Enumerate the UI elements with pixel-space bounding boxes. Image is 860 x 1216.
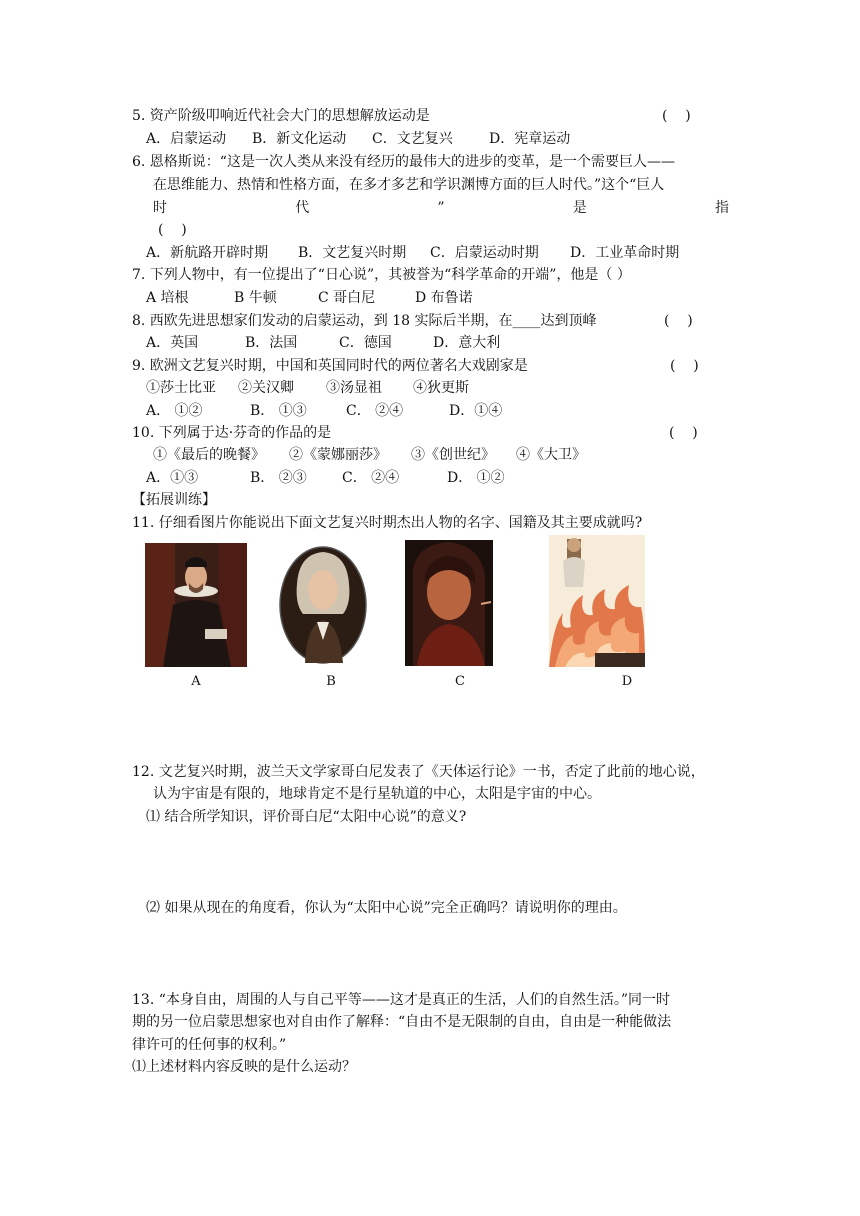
q10-item-4: ④《大卫》 — [516, 447, 586, 463]
portrait-c-illustration — [405, 540, 493, 666]
q5-stem: 5. 资产阶级叩响近代社会大门的思想解放运动是 — [132, 108, 430, 124]
q6-line-1: 6. 恩格斯说：“这是一次人类从来没有经历的最伟大的进步的变革，是一个需要巨人—— — [132, 154, 675, 170]
q10-option-a[interactable]: A．①③ — [146, 470, 199, 486]
q5-answer-paren[interactable]: ( ) — [662, 108, 691, 124]
q9-item-1: ①莎士比亚 — [146, 380, 216, 396]
q13-sub-question-1: ⑴上述材料内容反映的是什么运动？ — [132, 1059, 356, 1075]
q6-line-3 — [153, 199, 729, 217]
q6-option-b[interactable]: B．文艺复兴时期 — [298, 245, 407, 261]
q9-option-c[interactable]: C． ②④ — [346, 403, 404, 419]
portrait-c-image — [405, 540, 493, 666]
portrait-b-illustration — [277, 544, 369, 666]
q10-option-c[interactable]: C． ②④ — [342, 470, 400, 486]
portrait-a-illustration — [145, 543, 247, 667]
scene-d-image — [549, 535, 645, 667]
q9-item-4: ④狄更斯 — [413, 380, 469, 396]
q10-items — [153, 446, 586, 464]
q6-word-4: 是 — [572, 200, 587, 216]
q12-sub-question-1: ⑴ 结合所学知识，评价哥白尼“太阳中心说”的意义? — [146, 809, 467, 825]
q8-option-d[interactable]: D．意大利 — [433, 335, 501, 351]
q6-word-3: ” — [437, 200, 445, 216]
q6-word-5: 指 — [714, 200, 729, 216]
q12-sub-question-2: ⑵ 如果从现在的角度看，你认为“太阳中心说”完全正确吗？请说明你的理由。 — [146, 900, 627, 916]
q7-options — [146, 289, 473, 307]
q13-line-2: 期的另一位启蒙思想家也对自由作了解释：“自由不是无限制的自由，自由是一种能做法 — [132, 1014, 672, 1030]
q9-option-d[interactable]: D．①④ — [449, 403, 503, 419]
q8-option-b[interactable]: B．法国 — [245, 335, 298, 351]
q9-item-3: ③汤显祖 — [326, 380, 382, 396]
q5-option-c[interactable]: C．文艺复兴 — [372, 131, 453, 147]
q6-answer-paren[interactable]: ( ) — [158, 222, 187, 238]
q10-item-2: ②《蒙娜丽莎》 — [289, 447, 387, 463]
q12-line-2: 认为宇宙是有限的，地球肯定不是行星轨道的中心，太阳是宇宙的中心。 — [153, 786, 601, 802]
q9-answer-paren[interactable]: ( ) — [670, 358, 699, 374]
q10-option-b[interactable]: B． ②③ — [250, 470, 307, 486]
portrait-a-image — [145, 543, 247, 667]
caption-b: B — [326, 674, 336, 689]
q8-stem: 8. 西欧先进思想家们发动的启蒙运动，到 18 实际后半期，在____达到顶峰 — [132, 313, 597, 329]
q8-options — [146, 334, 500, 352]
q10-option-d[interactable]: D． ①② — [447, 470, 505, 486]
q5-option-b[interactable]: B．新文化运动 — [252, 131, 347, 147]
q13-line-3: 律许可的任何事的权利。” — [132, 1037, 287, 1053]
q7-option-d[interactable]: D 布鲁诺 — [415, 290, 473, 306]
q6-option-d[interactable]: D．工业革命时期 — [570, 245, 680, 261]
q10-item-1: ①《最后的晚餐》 — [153, 447, 265, 463]
q7-option-b[interactable]: B 牛顿 — [234, 290, 277, 306]
q7-option-a[interactable]: A 培根 — [146, 290, 189, 306]
scene-d-illustration — [549, 535, 645, 667]
q6-options — [146, 244, 679, 262]
q6-option-a[interactable]: A．新航路开辟时期 — [146, 245, 269, 261]
q13-line-1: 13. “本身自由，周围的人与自己平等——这才是真正的生活，人们的自然生活。”同一时 — [132, 992, 671, 1008]
caption-a: A — [191, 674, 201, 689]
q10-answer-paren[interactable]: ( ) — [669, 425, 698, 441]
q10-stem: 10. 下列属于达·芬奇的作品的是 — [132, 425, 332, 441]
q5-option-d[interactable]: D．宪章运动 — [489, 131, 571, 147]
q6-word-2: 代 — [295, 200, 310, 216]
q5-option-a[interactable]: A．启蒙运动 — [146, 131, 227, 147]
q6-line-2: 在思维能力、热情和性格方面，在多才多艺和学识渊博方面的巨人时代。”这个“巨人 — [153, 177, 665, 193]
q12-line-1: 12. 文艺复兴时期，波兰天文学家哥白尼发表了《天体运行论》一书，否定了此前的地心说， — [132, 764, 705, 780]
q8-answer-paren[interactable]: ( ) — [664, 313, 693, 329]
q7-option-c[interactable]: C 哥白尼 — [318, 290, 376, 306]
q9-option-a[interactable]: A． ①② — [146, 403, 203, 419]
section-title-extension: 【拓展训练】 — [132, 492, 216, 508]
caption-d: D — [621, 674, 633, 689]
q10-item-3: ③《创世纪》 — [411, 447, 495, 463]
q9-items — [146, 379, 469, 397]
q9-stem: 9. 欧洲文艺复兴时期，中国和英国同时代的两位著名大戏剧家是 — [132, 358, 528, 374]
portrait-b-image — [277, 544, 369, 666]
caption-c: C — [455, 674, 465, 689]
q8-option-a[interactable]: A．英国 — [146, 335, 199, 351]
q9-options — [146, 402, 502, 420]
q9-option-b[interactable]: B． ①③ — [250, 403, 307, 419]
q7-stem: 7. 下列人物中，有一位提出了“日心说”，其被誉为“科学革命的开端”，他是（ ） — [132, 267, 631, 283]
q6-option-c[interactable]: C．启蒙运动时期 — [430, 245, 539, 261]
q5-options — [146, 130, 570, 148]
q6-word-1: 时 — [153, 200, 167, 216]
q10-options — [146, 469, 505, 487]
q8-option-c[interactable]: C．德国 — [339, 335, 392, 351]
q11-stem: 11. 仔细看图片你能说出下面文艺复兴时期杰出人物的名字、国籍及其主要成就吗? — [132, 515, 643, 531]
q9-item-2: ②关汉卿 — [238, 380, 294, 396]
